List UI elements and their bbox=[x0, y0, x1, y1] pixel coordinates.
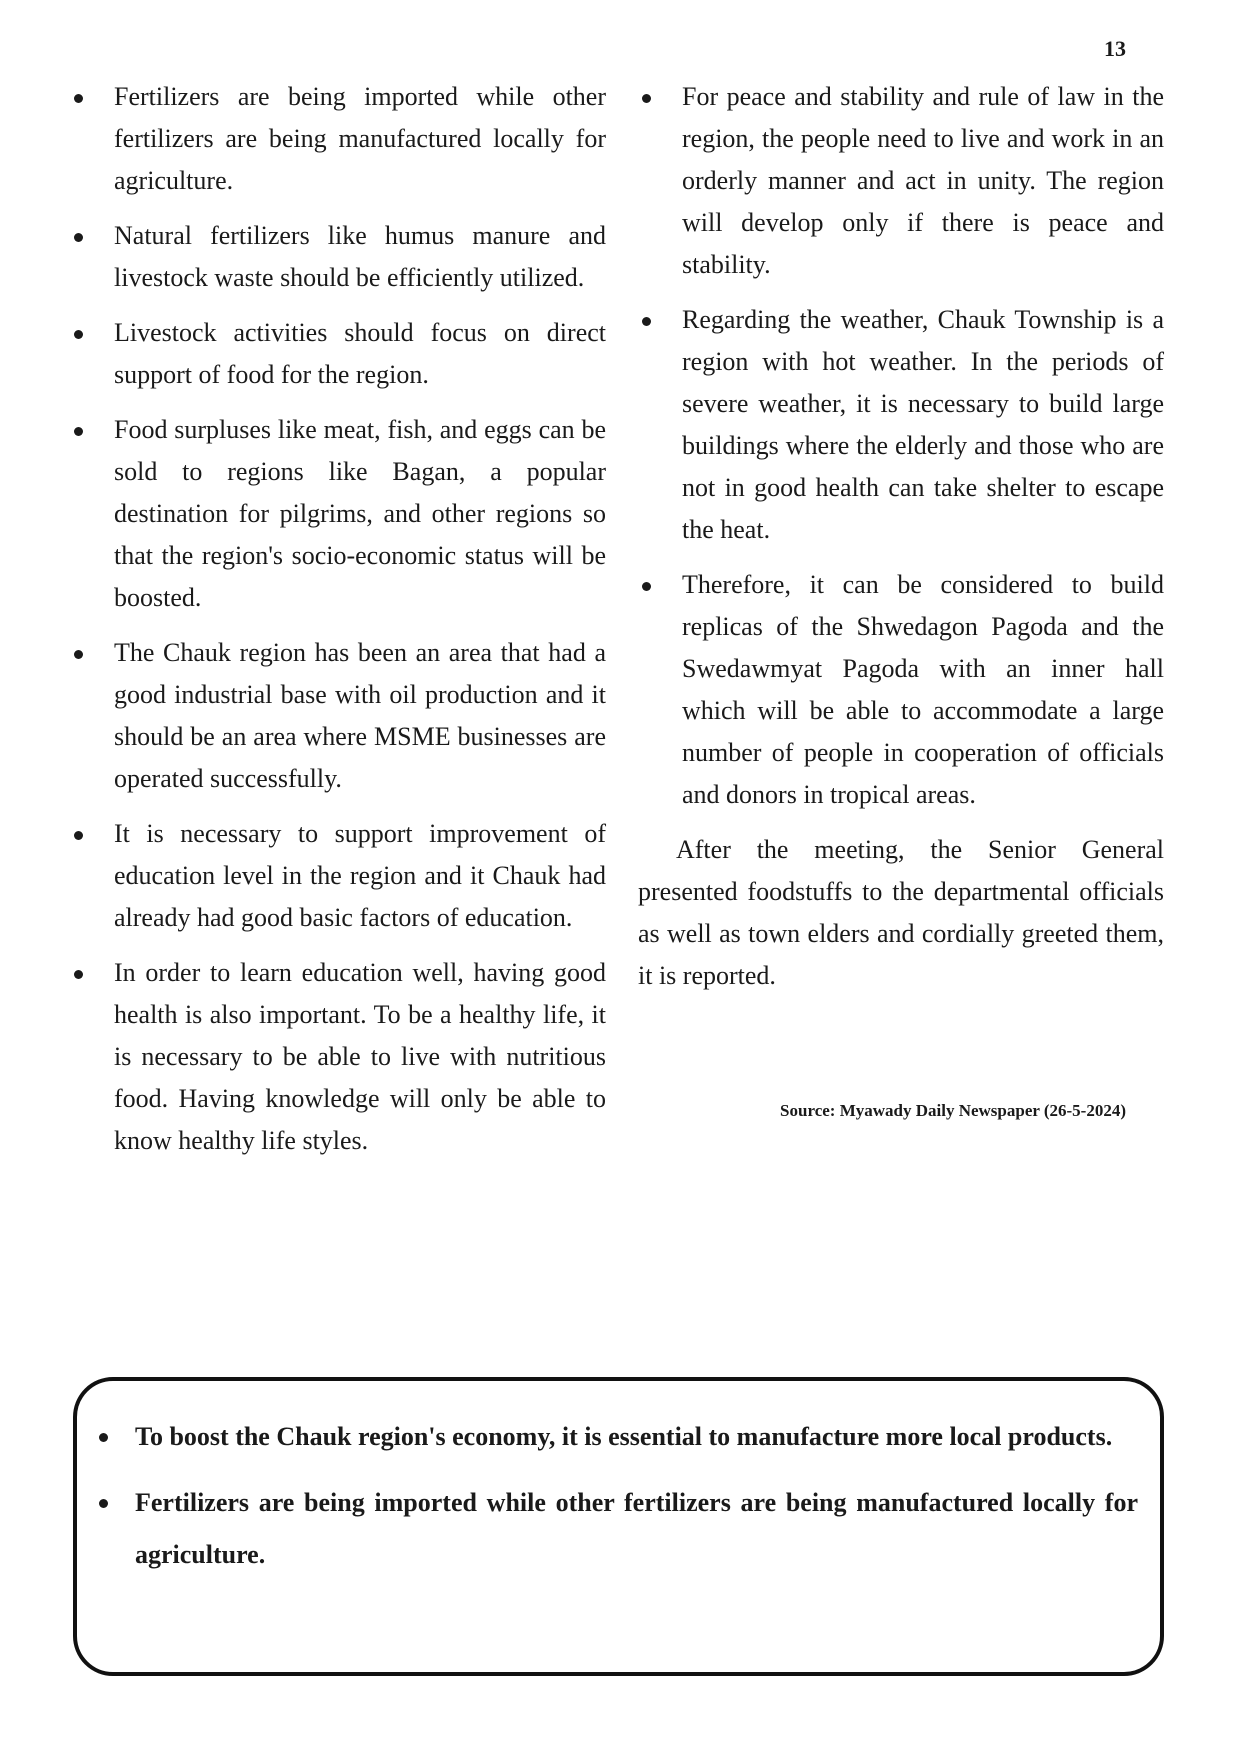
list-item-text: Livestock activities should focus on direct support of food for the region. bbox=[114, 318, 606, 389]
list-item-text: The Chauk region has been an area that had a good industrial base with oil production and it should be an area where MSME businesses are operated successfully. bbox=[114, 638, 606, 793]
right-bullet-list bbox=[638, 76, 1164, 816]
list-item bbox=[99, 1411, 1138, 1463]
bullet-icon bbox=[642, 582, 651, 591]
list-item-text: Fertilizers are being imported while other fertilizers are being manufactured locally for agriculture. bbox=[114, 82, 606, 195]
highlight-bullet-list bbox=[99, 1411, 1138, 1581]
bullet-icon bbox=[74, 330, 83, 339]
list-item-text: Regarding the weather, Chauk Township is a region with hot weather. In the periods of severe weather, it is necessary to build large buildings where the elderly and those who are not in good health can take shelter to escape the heat. bbox=[682, 305, 1164, 544]
left-column bbox=[70, 76, 606, 1175]
list-item bbox=[70, 632, 606, 800]
list-item-text: Natural fertilizers like humus manure and livestock waste should be efficiently utilized. bbox=[114, 221, 606, 292]
right-column bbox=[638, 76, 1164, 997]
page-number: 13 bbox=[1104, 36, 1126, 61]
bullet-icon bbox=[74, 650, 83, 659]
list-item-text: It is necessary to support improvement of education level in the region and it Chauk had already had good basic factors of education. bbox=[114, 819, 606, 932]
highlight-box bbox=[73, 1377, 1164, 1676]
list-item-text: In order to learn education well, having good health is also important. To be a healthy life, it is necessary to be able to live with nutritious food. Having knowledge will only be able to know healthy life styles. bbox=[114, 958, 606, 1155]
list-item-text: Therefore, it can be considered to build replicas of the Shwedagon Pagoda and the Swedawmyat Pagoda with an inner hall which will be able to accommodate a large number of people in cooperation of officials and donors in tropical areas. bbox=[682, 570, 1164, 809]
bullet-icon bbox=[74, 94, 83, 103]
list-item-text: For peace and stability and rule of law in the region, the people need to live and work in an orderly manner and act in unity. The region will develop only if there is peace and stability. bbox=[682, 82, 1164, 279]
list-item bbox=[70, 952, 606, 1162]
bullet-icon bbox=[99, 1499, 108, 1508]
bullet-icon bbox=[74, 970, 83, 979]
list-item bbox=[70, 215, 606, 299]
list-item bbox=[638, 564, 1164, 816]
list-item bbox=[70, 409, 606, 619]
list-item-text: To boost the Chauk region's economy, it is essential to manufacture more local products. bbox=[135, 1422, 1113, 1451]
list-item bbox=[70, 813, 606, 939]
list-item bbox=[70, 312, 606, 396]
bullet-icon bbox=[74, 233, 83, 242]
list-item bbox=[638, 76, 1164, 286]
list-item-text: Fertilizers are being imported while other fertilizers are being manufactured locally for agriculture. bbox=[135, 1488, 1138, 1569]
bullet-icon bbox=[99, 1433, 108, 1442]
bullet-icon bbox=[74, 427, 83, 436]
closing-paragraph: After the meeting, the Senior General presented foodstuffs to the departmental officials as well as town elders and cordially greeted them, it is reported. bbox=[638, 835, 1164, 990]
bullet-icon bbox=[642, 317, 651, 326]
source-credit: Source: Myawady Daily Newspaper (26-5-2024) bbox=[780, 1101, 1126, 1120]
bullet-icon bbox=[74, 831, 83, 840]
bullet-icon bbox=[642, 94, 651, 103]
list-item bbox=[70, 76, 606, 202]
left-bullet-list bbox=[70, 76, 606, 1162]
list-item-text: Food surpluses like meat, fish, and eggs can be sold to regions like Bagan, a popular destination for pilgrims, and other regions so that the region's socio-economic status will be boosted. bbox=[114, 415, 606, 612]
list-item bbox=[99, 1477, 1138, 1581]
list-item bbox=[638, 299, 1164, 551]
